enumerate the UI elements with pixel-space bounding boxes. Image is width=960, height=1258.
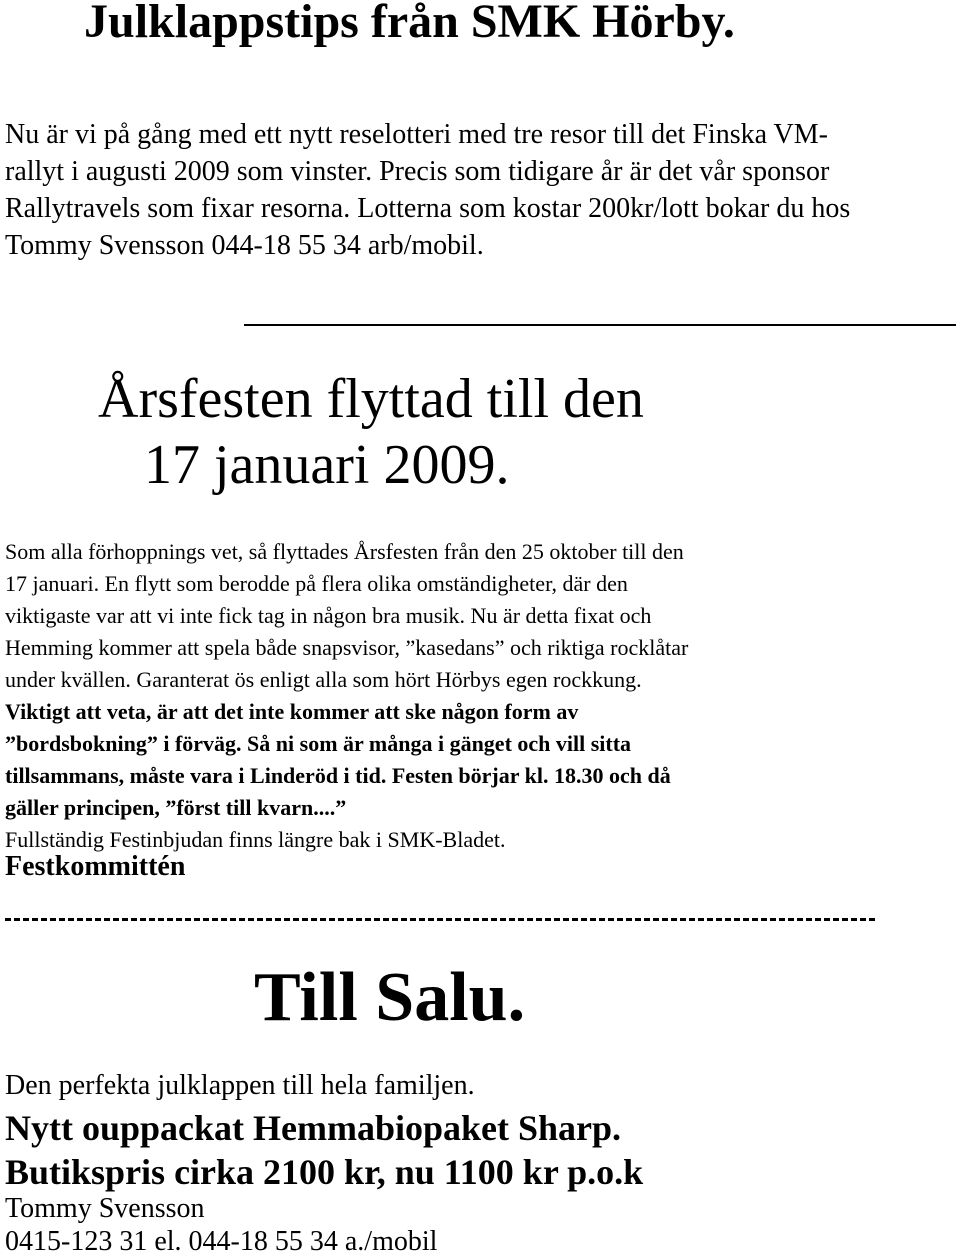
contact-phone: 0415-123 31 el. 044-18 55 34 a./mobil <box>5 1226 438 1257</box>
fest-bold-line: Viktigt att veta, är att det inte kommer att ske någon form av <box>5 699 579 724</box>
fest-signature: Festkommittén <box>5 851 186 882</box>
fest-heading-line2: 17 januari 2009. <box>144 434 510 496</box>
lottery-line: Tommy Svensson 044-18 55 34 arb/mobil. <box>5 230 484 261</box>
fest-heading-line1: Årsfesten flyttad till den <box>98 368 644 430</box>
contact-name: Tommy Svensson <box>5 1193 205 1224</box>
fest-line: Som alla förhoppnings vet, så flyttades Årsfesten från den 25 oktober till den <box>5 539 684 564</box>
fest-line: Hemming kommer att spela både snapsvisor, ”kasedans” och riktiga rocklåtar <box>5 635 689 660</box>
for-sale-contact <box>5 1192 437 1258</box>
fest-heading <box>98 366 644 498</box>
lottery-line: Nu är vi på gång med ett nytt reselotteri med tre resor till det Finska VM- <box>5 119 828 150</box>
dashed-divider <box>5 918 875 921</box>
fest-line: 17 januari. En flytt som berodde på flera olika omständigheter, där den <box>5 571 628 596</box>
section-divider-line <box>244 324 956 326</box>
fest-bold-line: gäller principen, ”först till kvarn....” <box>5 795 347 820</box>
fest-line: viktigaste var att vi inte fick tag in någon bra musik. Nu är detta fixat och <box>5 603 652 628</box>
for-sale-product: Nytt ouppackat Hemmabiopaket Sharp. <box>5 1108 622 1148</box>
page-title: Julklappstips från SMK Hörby. <box>84 0 735 48</box>
fest-bold-line: tillsammans, måste vara i Linderöd i tid. Festen börjar kl. 18.30 och då <box>5 763 671 788</box>
fest-paragraph <box>5 536 955 856</box>
lottery-line: rallyt i augusti 2009 som vinster. Precis som tidigare år är det vår sponsor <box>5 156 830 187</box>
lottery-line: Rallytravels som fixar resorna. Lotterna som kostar 200kr/lott bokar du hos <box>5 193 851 224</box>
fest-invitation-line: Fullständig Festinbjudan finns längre bak i SMK-Bladet. <box>5 827 506 852</box>
for-sale-heading: Till Salu. <box>254 959 526 1036</box>
for-sale-intro: Den perfekta julklappen till hela familjen. <box>5 1070 475 1101</box>
fest-line: under kvällen. Garanterat ös enligt alla som hört Hörbys egen rockkung. <box>5 667 642 692</box>
for-sale-price: Butikspris cirka 2100 kr, nu 1100 kr p.o.k <box>5 1152 644 1192</box>
lottery-paragraph <box>5 116 955 264</box>
fest-bold-line: ”bordsbokning” i förväg. Så ni som är många i gänget och vill sitta <box>5 731 632 756</box>
